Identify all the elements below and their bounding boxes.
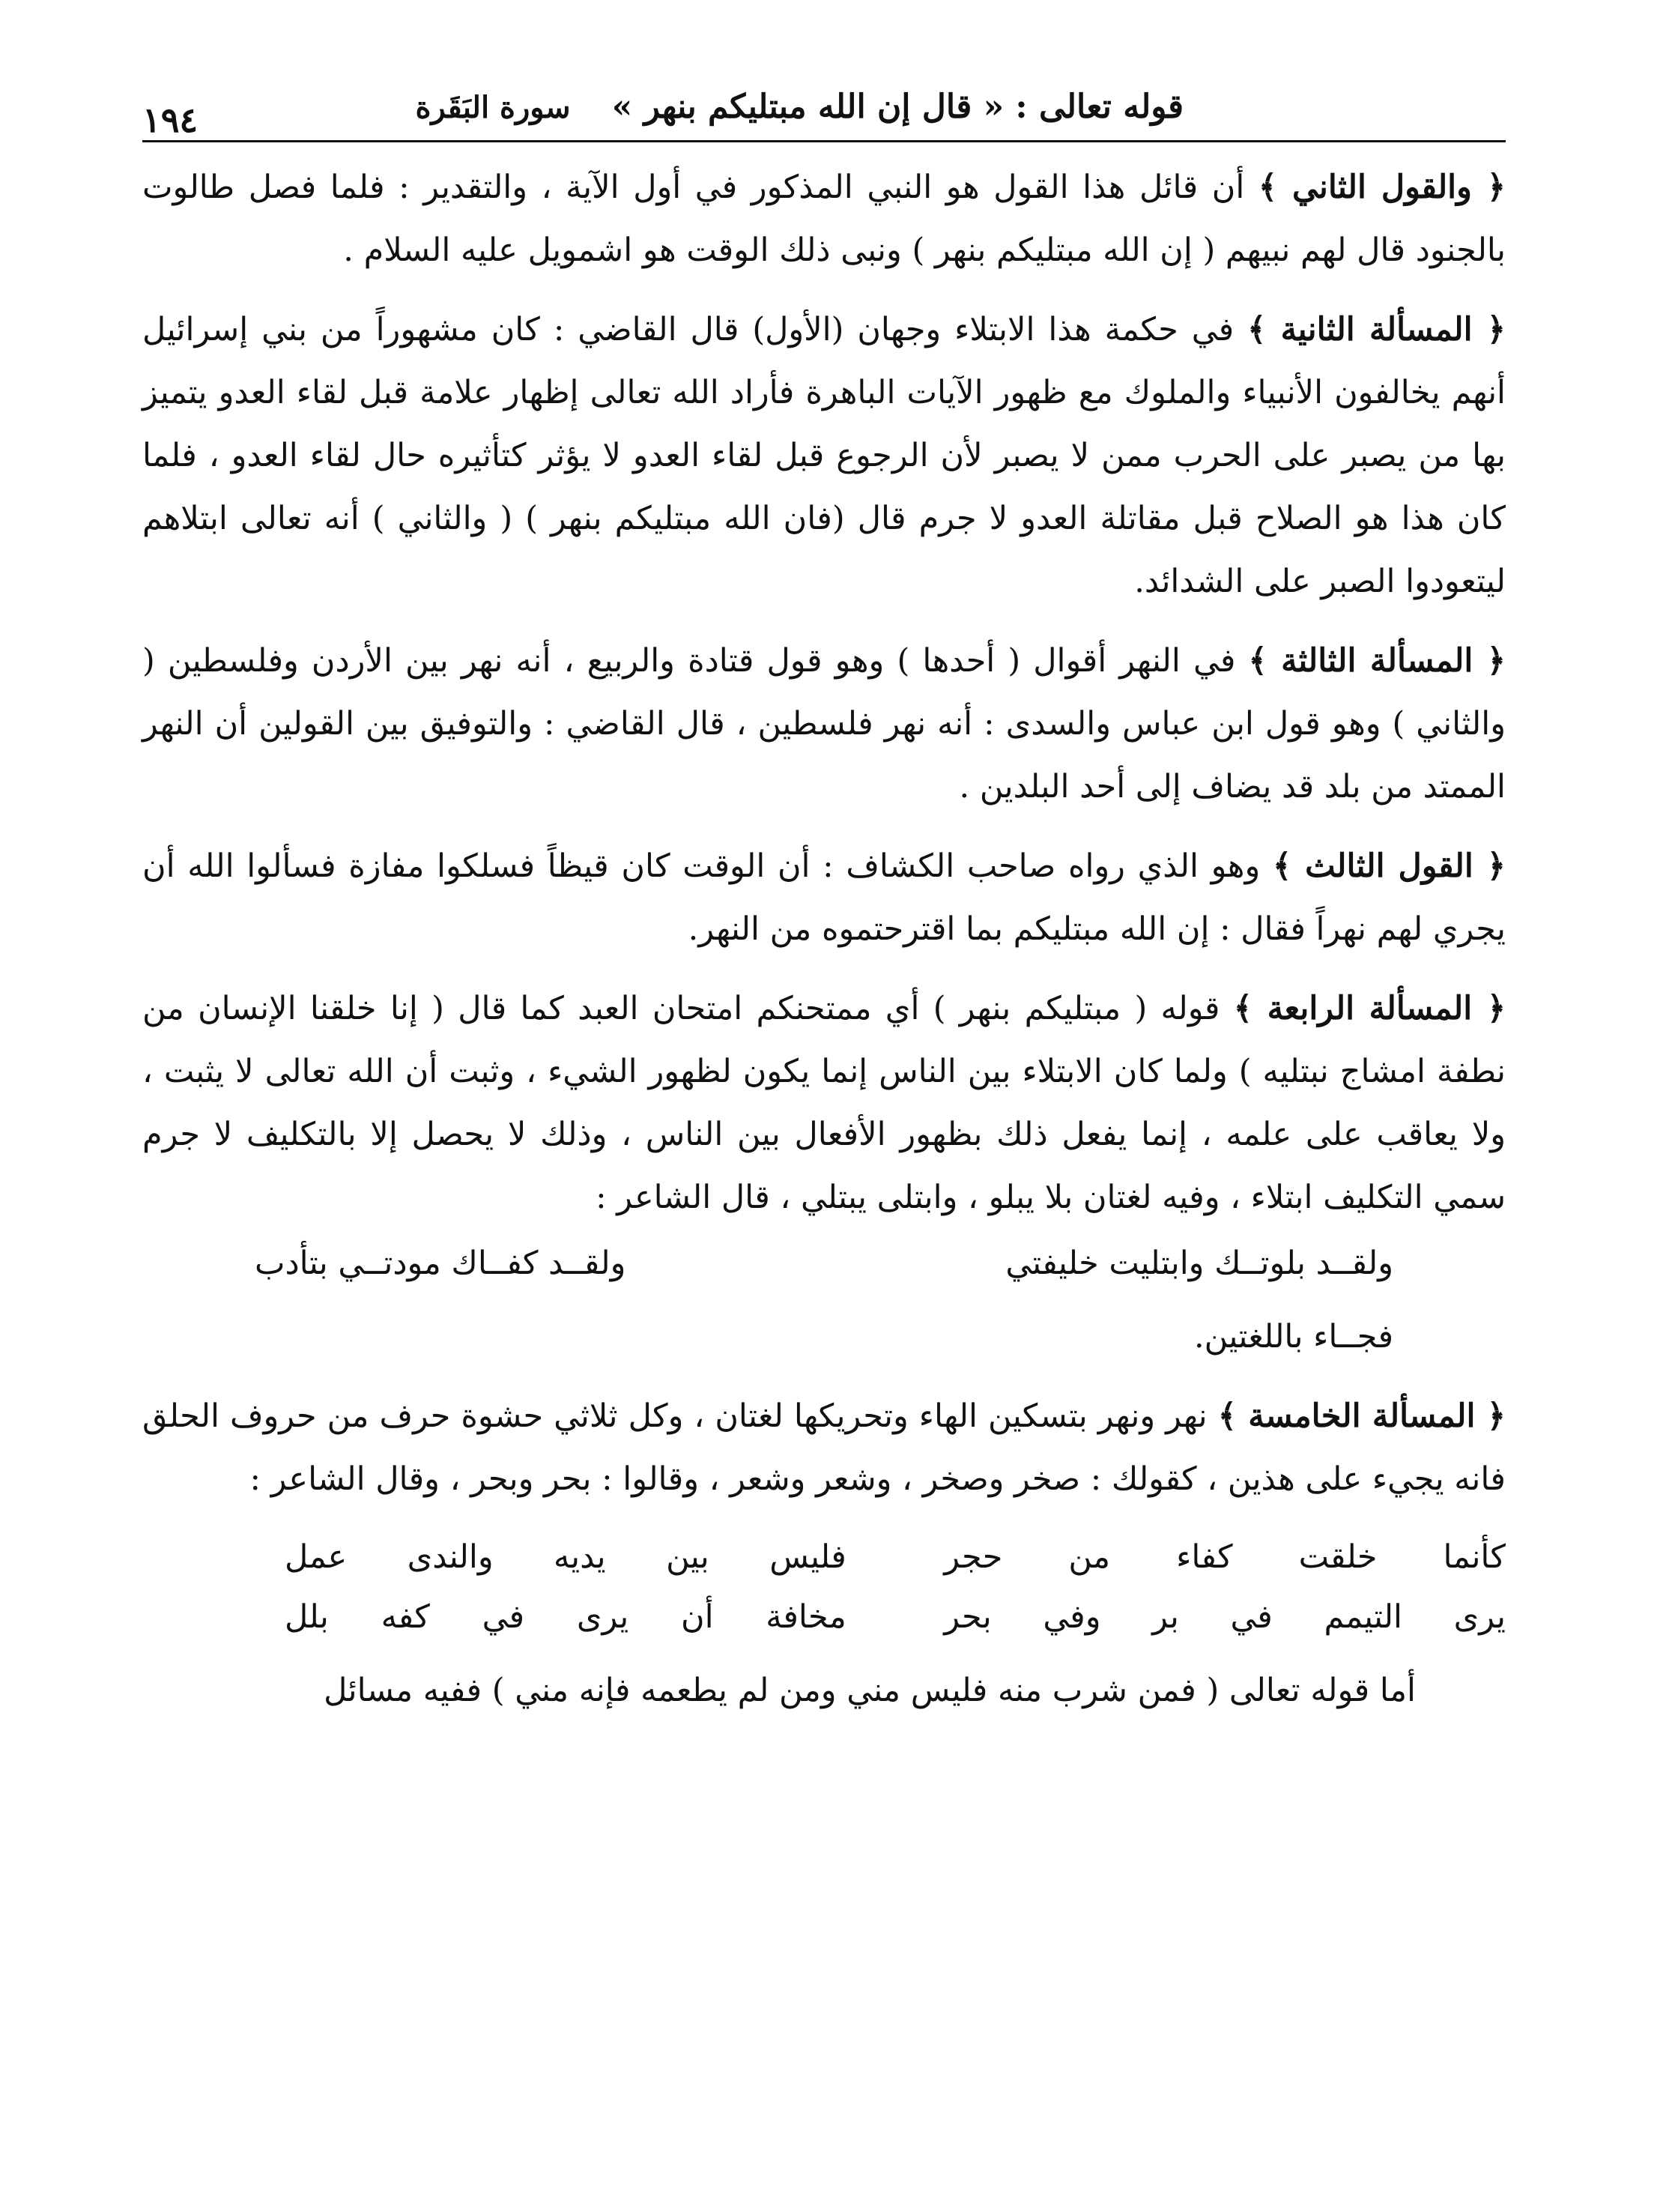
paragraph-1	[142, 156, 1506, 282]
paragraph-text: نهر ونهر بتسكين الهاء وتحريكها لغتان ، وكل ثلاثي حشوة حرف من حروف الحلق فانه يجيء على هذين ، كقولك : صخر وصخر ، وشعر وشعر ، وقالوا : بحر وبحر ، وقال الشاعر :	[142, 1397, 1506, 1498]
paragraph-text: في حكمة هذا الابتلاء وجهان (الأول) قال القاضي : كان مشهوراً من بني إسرائيل أنهم يخالفون الأنبياء والملوك مع ظهور الآيات الباهرة فأراد الله تعالى إظهار علامة قبل لقاء العدو يتميز بها من يصبر على الحرب ممن لا يصبر لأن الرجوع قبل لقاء العدو لا يؤثر كتأثيره حال لقاء العدو ، فلما كان هذا هو الصلاح قبل مقاتلة العدو لا جرم قال (فان الله مبتليكم بنهر ) ( والثاني ) أنه تعالى ابتلاهم ليتعودوا الصبر على الشدائد.	[142, 311, 1506, 600]
poem-word: فليس	[769, 1538, 846, 1576]
poem-word: يرى	[576, 1598, 629, 1636]
page-number: ١٩٤	[142, 100, 199, 140]
paragraph-3	[142, 629, 1506, 818]
paragraph-lead: ﴿ والقول الثاني ﴾	[1258, 169, 1506, 206]
poem-word: بحر	[944, 1598, 992, 1636]
paragraph-5	[142, 977, 1506, 1229]
surah-name: سورة البَقَرة	[415, 90, 571, 125]
book-page	[142, 71, 1506, 1722]
poem-left-hemistich	[285, 1527, 846, 1587]
poem-word: التيمم	[1324, 1598, 1402, 1636]
poem-word: في	[1230, 1598, 1273, 1636]
poem-word: أن	[680, 1598, 714, 1636]
paragraph-text: وهو الذي رواه صاحب الكشاف : أن الوقت كان قيظاً فسلكوا مفازة فسألوا الله أن يجري لهم نهراً فقال : إن الله مبتليكم بما اقترحتموه من النهر.	[142, 847, 1506, 948]
poem-line-1	[142, 1527, 1506, 1587]
poem-right-hemistich	[944, 1587, 1506, 1647]
verse-line	[142, 1232, 1506, 1295]
closing-line: أما قوله تعالى ( فمن شرب منه فليس مني ومن لم يطعمه فإنه مني ) ففيه مسائل	[324, 1672, 1416, 1709]
poem-word: يرى	[1453, 1598, 1506, 1636]
running-title	[415, 88, 1184, 126]
poem-right-hemistich	[944, 1527, 1506, 1587]
page-header	[142, 71, 1506, 142]
paragraph-6	[142, 1385, 1506, 1511]
poem-word: يديه	[554, 1538, 606, 1576]
poem-word: خلقت	[1298, 1538, 1378, 1576]
page-body	[142, 142, 1506, 1722]
poem-left-hemistich	[285, 1587, 846, 1647]
poem-word: كأنما	[1443, 1538, 1506, 1576]
poem-word: بر	[1152, 1598, 1179, 1636]
poem-word: كفاء	[1176, 1538, 1233, 1576]
poem-word: والندى	[407, 1538, 494, 1576]
poem-word: في	[482, 1598, 525, 1636]
paragraph-lead: ﴿ المسألة الثانية ﴾	[1247, 311, 1506, 348]
poem-word: مخافة	[766, 1598, 846, 1636]
poem-word: عمل	[285, 1538, 348, 1576]
paragraph-lead: ﴿ المسألة الثالثة ﴾	[1248, 642, 1506, 680]
paragraph-text: في النهر أقوال ( أحدها ) وهو قول قتادة والربيع ، أنه نهر بين الأردن وفلسطين ( والثاني ) وهو قول ابن عباس والسدى : أنه نهر فلسطين ، قال القاضي : والتوفيق بين القولين أن النهر الممتد من بلد قد يضاف إلى أحد البلدين .	[142, 642, 1506, 806]
poem-word: بلل	[285, 1598, 329, 1636]
poem-word: حجر	[944, 1538, 1003, 1576]
poem-word: وفي	[1043, 1598, 1101, 1636]
paragraph-2	[142, 298, 1506, 613]
verse-second-hemistich: ولقــد كفــاك مودتــي بتأدب	[255, 1245, 626, 1282]
paragraph-lead: ﴿ المسألة الخامسة ﴾	[1217, 1397, 1506, 1435]
paragraph-text: قوله ( مبتليكم بنهر ) أي ممتحنكم امتحان العبد كما قال ( إنا خلقنا الإنسان من نطفة امشاج نبتليه ) ولما كان الابتلاء بين الناس إنما يكون لظهور الشيء ، وثبت أن الله تعالى لا يثبت ، ولا يعاقب على علمه ، إنما يفعل ذلك بظهور الأفعال بين الناس ، وذلك لا يحصل إلا بالتكليف لا جرم سمي التكليف ابتلاء ، وفيه لغتان بلا يبلو ، وابتلى يبتلي ، قال الشاعر :	[142, 990, 1506, 1216]
verse-tail: فجــاء باللغتين.	[1194, 1318, 1393, 1356]
running-title-text: قوله تعالى : « قال إن الله مبتليكم بنهر »	[611, 88, 1184, 126]
poem-line-2	[142, 1587, 1506, 1647]
verse-first-hemistich: ولقــد بلوتــك وابتليت خليفتي	[1005, 1245, 1393, 1282]
paragraph-text: أن قائل هذا القول هو النبي المذكور في أول الآية ، والتقدير : فلما فصل طالوت بالجنود قال لهم نبيهم ( إن الله مبتليكم بنهر ) ونبى ذلك الوقت هو اشمويل عليه السلام .	[142, 169, 1506, 269]
paragraph-4	[142, 835, 1506, 961]
poem-word: كفه	[381, 1598, 430, 1636]
poem-word: من	[1068, 1538, 1111, 1576]
poem-word: بين	[666, 1538, 709, 1576]
paragraph-lead: ﴿ المسألة الرابعة ﴾	[1233, 990, 1506, 1027]
paragraph-lead: ﴿ القول الثالث ﴾	[1272, 847, 1506, 885]
